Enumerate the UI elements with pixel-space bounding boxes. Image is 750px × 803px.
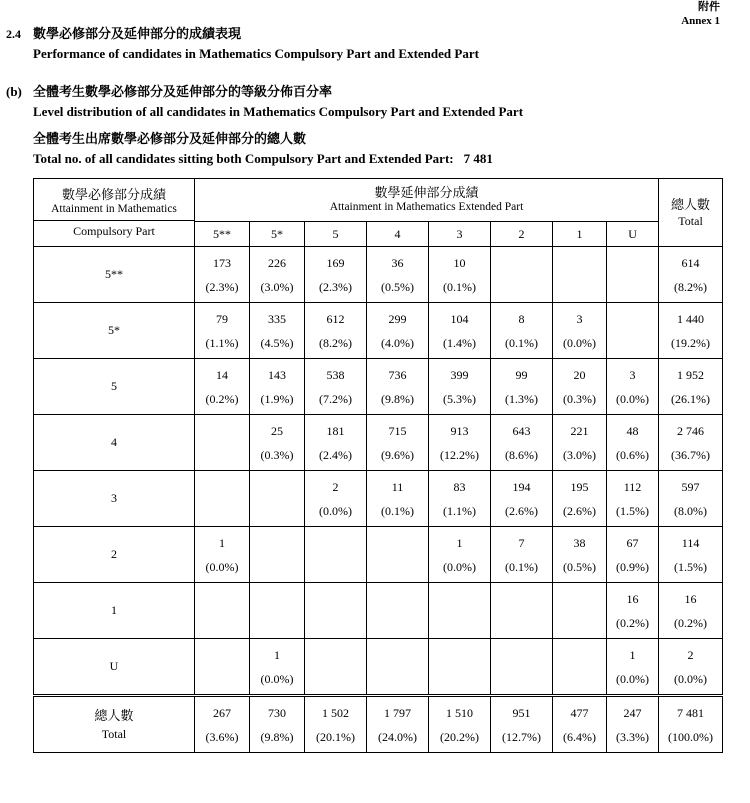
table-cell <box>553 415 607 471</box>
column-header: 5* <box>250 222 305 247</box>
cell-count: 3 <box>629 367 636 382</box>
cell-percentage: (3.0%) <box>260 279 294 294</box>
row-header-cell <box>34 179 195 247</box>
cell-count: 538 <box>326 367 345 382</box>
cell-percentage: (2.6%) <box>505 503 538 518</box>
table-cell <box>659 696 723 753</box>
column-header: 2 <box>491 222 553 247</box>
cell-count: 3 <box>576 311 583 326</box>
cell-count: 913 <box>450 423 469 438</box>
table-cell <box>367 527 429 583</box>
cell-count: 1 952 <box>677 367 705 382</box>
cell-percentage: (0.0%) <box>616 671 650 686</box>
table-cell <box>491 696 553 753</box>
table-cell <box>195 415 250 471</box>
cell-count: 112 <box>623 479 642 494</box>
table-cell <box>305 359 367 415</box>
cell-percentage: (5.3%) <box>443 391 476 406</box>
cell-percentage: (1.9%) <box>260 391 294 406</box>
table-cell <box>607 583 659 639</box>
table-cell <box>250 696 305 753</box>
table-cell <box>553 359 607 415</box>
cell-percentage: (0.3%) <box>563 391 596 406</box>
cell-count: 715 <box>388 423 407 438</box>
table-cell <box>553 247 607 303</box>
table-cell <box>195 527 250 583</box>
cell-percentage: (0.3%) <box>260 447 294 462</box>
table-cell <box>367 583 429 639</box>
cell-count: 614 <box>681 255 700 270</box>
row-header-zh: 數學必修部分成績 <box>61 186 166 202</box>
total-column-header-en: Total <box>678 213 703 228</box>
table-cell <box>659 527 723 583</box>
row-level-label: 5** <box>34 247 195 303</box>
annex-label-zh: 附件 <box>698 1 720 13</box>
cell-percentage: (9.6%) <box>381 447 414 462</box>
cell-count: 399 <box>450 367 469 382</box>
table-cell <box>429 527 491 583</box>
table-row <box>34 359 723 415</box>
cell-count: 16 <box>626 591 639 606</box>
total-column-header <box>659 179 723 247</box>
cell-count: 1 <box>629 647 636 662</box>
table-cell <box>195 247 250 303</box>
cell-percentage: (2.3%) <box>205 279 239 294</box>
table-cell <box>491 471 553 527</box>
table-cell <box>305 471 367 527</box>
cell-percentage: (0.0%) <box>674 671 708 686</box>
cell-count: 38 <box>573 535 586 550</box>
cell-percentage: (12.7%) <box>502 729 541 744</box>
table-cell <box>305 583 367 639</box>
cell-percentage: (1.1%) <box>205 335 239 350</box>
cell-percentage: (20.2%) <box>440 729 479 744</box>
total-column-header-zh: 總人數 <box>671 196 711 212</box>
table-cell <box>607 639 659 696</box>
table-row <box>34 639 723 696</box>
total-candidates-title-zh: 全體考生出席數學必修部分及延伸部分的總人數 <box>33 131 307 146</box>
cell-percentage: (7.2%) <box>319 391 352 406</box>
cell-percentage: (0.0%) <box>260 671 294 686</box>
table-cell <box>250 527 305 583</box>
cell-percentage: (26.1%) <box>671 391 711 406</box>
table-cell <box>553 471 607 527</box>
cell-count: 1 <box>274 647 280 662</box>
section-title-en: Performance of candidates in Mathematics Compulsory Part and Extended Part <box>33 46 479 61</box>
level-distribution-table <box>33 178 723 753</box>
cell-count: 2 <box>332 479 339 494</box>
table-cell <box>659 359 723 415</box>
cell-percentage: (0.6%) <box>616 447 650 462</box>
cell-percentage: (0.1%) <box>381 503 414 518</box>
table-cell <box>429 471 491 527</box>
table-cell <box>195 359 250 415</box>
table-cell <box>429 303 491 359</box>
row-level-label: 5* <box>34 303 195 359</box>
cell-percentage: (3.6%) <box>205 729 239 744</box>
table-cell <box>607 247 659 303</box>
table-cell <box>367 247 429 303</box>
cell-percentage: (2.3%) <box>319 279 352 294</box>
subsection-title-zh: 全體考生數學必修部分及延伸部分的等級分佈百分率 <box>33 84 333 99</box>
subsection-heading <box>6 81 523 120</box>
table-cell <box>553 303 607 359</box>
table-cell <box>250 583 305 639</box>
cell-percentage: (0.0%) <box>443 559 476 574</box>
table-cell <box>607 359 659 415</box>
cell-percentage: (0.0%) <box>563 335 596 350</box>
section-heading <box>6 23 479 62</box>
table-cell <box>607 471 659 527</box>
table-cell <box>195 303 250 359</box>
cell-count: 951 <box>512 705 531 720</box>
cell-count: 221 <box>570 423 589 438</box>
table-cell <box>250 359 305 415</box>
table-cell <box>607 527 659 583</box>
table-row <box>34 247 723 303</box>
cell-percentage: (9.8%) <box>260 729 294 744</box>
cell-percentage: (0.1%) <box>505 559 538 574</box>
table-row <box>34 471 723 527</box>
cell-percentage: (36.7%) <box>671 447 711 462</box>
cell-percentage: (3.3%) <box>616 729 650 744</box>
table-row <box>34 303 723 359</box>
cell-count: 612 <box>326 311 345 326</box>
cell-count: 67 <box>626 535 639 550</box>
table-cell <box>659 247 723 303</box>
cell-count: 730 <box>268 705 286 720</box>
section-title-zh: 數學必修部分及延伸部分的成績表現 <box>33 26 242 41</box>
cell-count: 1 440 <box>677 311 705 326</box>
cell-count: 10 <box>453 255 466 270</box>
cell-percentage: (1.4%) <box>443 335 476 350</box>
cell-count: 1 <box>456 535 463 550</box>
table-cell <box>429 639 491 696</box>
row-header-en-sub: Compulsory Part <box>33 220 195 239</box>
cell-percentage: (8.2%) <box>674 279 708 294</box>
table-cell <box>553 583 607 639</box>
table-cell <box>367 359 429 415</box>
cell-percentage: (1.5%) <box>674 559 708 574</box>
cell-count: 477 <box>570 705 589 720</box>
cell-percentage: (0.1%) <box>443 279 476 294</box>
cell-percentage: (3.0%) <box>563 447 596 462</box>
cell-count: 736 <box>388 367 407 382</box>
cell-count: 99 <box>515 367 528 382</box>
cell-percentage: (4.5%) <box>260 335 294 350</box>
cell-count: 247 <box>623 705 642 720</box>
total-candidates-heading <box>33 128 493 167</box>
table-cell <box>429 247 491 303</box>
table-cell <box>429 359 491 415</box>
table-cell <box>195 471 250 527</box>
cell-count: 181 <box>326 423 345 438</box>
table-cell <box>659 415 723 471</box>
cell-percentage: (2.6%) <box>563 503 596 518</box>
cell-count: 8 <box>518 311 525 326</box>
table-cell <box>250 303 305 359</box>
cell-percentage: (1.1%) <box>443 503 476 518</box>
cell-count: 2 746 <box>677 423 705 438</box>
cell-count: 2 <box>687 647 694 662</box>
totals-row <box>34 696 723 753</box>
cell-count: 20 <box>573 367 586 382</box>
cell-count: 14 <box>216 367 228 382</box>
column-group-header-en: Attainment in Mathematics Extended Part <box>329 201 524 213</box>
subsection-title-en: Level distribution of all candidates in Mathematics Compulsory Part and Extended Part <box>33 104 524 119</box>
table-cell <box>367 639 429 696</box>
cell-percentage: (100.0%) <box>668 729 714 744</box>
cell-percentage: (4.0%) <box>381 335 414 350</box>
table-cell <box>195 639 250 696</box>
table-cell <box>250 639 305 696</box>
table-cell <box>367 471 429 527</box>
table-cell <box>195 583 250 639</box>
table-cell <box>553 639 607 696</box>
row-header-en: Attainment in Mathematics <box>51 202 177 215</box>
table-row <box>34 415 723 471</box>
cell-count: 7 481 <box>677 705 705 720</box>
table-cell <box>491 639 553 696</box>
cell-count: 267 <box>213 705 231 720</box>
table-cell <box>429 583 491 639</box>
cell-count: 335 <box>268 311 286 326</box>
cell-count: 173 <box>213 255 231 270</box>
table-cell <box>607 303 659 359</box>
table-row <box>34 583 723 639</box>
cell-count: 104 <box>450 311 469 326</box>
column-header: 4 <box>367 222 429 247</box>
cell-percentage: (9.8%) <box>381 391 414 406</box>
cell-count: 25 <box>271 423 283 438</box>
table-cell <box>491 247 553 303</box>
table-cell <box>491 303 553 359</box>
table-cell <box>491 583 553 639</box>
cell-count: 299 <box>388 311 407 326</box>
table-cell <box>250 415 305 471</box>
cell-count: 194 <box>512 479 531 494</box>
table-cell <box>491 527 553 583</box>
cell-count: 11 <box>391 479 404 494</box>
cell-percentage: (0.9%) <box>616 559 650 574</box>
table-cell <box>553 527 607 583</box>
cell-percentage: (1.3%) <box>505 391 538 406</box>
cell-count: 114 <box>681 535 700 550</box>
cell-count: 643 <box>512 423 531 438</box>
table-cell <box>429 696 491 753</box>
table-cell <box>305 415 367 471</box>
table-cell <box>553 696 607 753</box>
column-header: 5** <box>195 222 250 247</box>
table-cell <box>305 303 367 359</box>
table-cell <box>305 639 367 696</box>
cell-count: 83 <box>453 479 466 494</box>
subsection-number: (b) <box>6 84 22 99</box>
cell-percentage: (8.0%) <box>674 503 708 518</box>
total-candidates-value: 7 481 <box>463 151 493 166</box>
table-cell <box>367 696 429 753</box>
cell-count: 1 <box>219 535 225 550</box>
cell-count: 1 797 <box>384 705 411 720</box>
cell-percentage: (12.2%) <box>440 447 479 462</box>
row-level-label: 2 <box>34 527 195 583</box>
table-cell <box>250 247 305 303</box>
annex-label-en: Annex 1 <box>681 15 720 27</box>
table-cell <box>659 583 723 639</box>
cell-percentage: (0.0%) <box>319 503 352 518</box>
cell-count: 79 <box>216 311 228 326</box>
table-cell <box>491 415 553 471</box>
table-cell <box>305 527 367 583</box>
cell-count: 48 <box>626 423 639 438</box>
totals-row-label-en: Total <box>101 726 127 741</box>
table-cell <box>659 471 723 527</box>
cell-percentage: (8.6%) <box>505 447 538 462</box>
table-cell <box>305 247 367 303</box>
column-header: U <box>607 222 659 247</box>
cell-percentage: (0.1%) <box>505 335 538 350</box>
cell-percentage: (19.2%) <box>671 335 711 350</box>
annex-label <box>681 0 720 28</box>
column-header: 1 <box>553 222 607 247</box>
cell-count: 7 <box>518 535 525 550</box>
cell-percentage: (0.2%) <box>616 615 650 630</box>
row-level-label: 4 <box>34 415 195 471</box>
cell-count: 195 <box>570 479 589 494</box>
column-header: 3 <box>429 222 491 247</box>
cell-percentage: (0.5%) <box>381 279 414 294</box>
cell-percentage: (20.1%) <box>316 729 355 744</box>
table-cell <box>659 303 723 359</box>
table-cell <box>367 415 429 471</box>
cell-percentage: (2.4%) <box>319 447 352 462</box>
cell-count: 597 <box>681 479 700 494</box>
cell-percentage: (6.4%) <box>563 729 596 744</box>
table-cell <box>250 471 305 527</box>
column-header: 5 <box>305 222 367 247</box>
row-level-label: 1 <box>34 583 195 639</box>
section-number: 2.4 <box>6 27 21 41</box>
row-level-label: 5 <box>34 359 195 415</box>
table-cell <box>607 696 659 753</box>
cell-count: 36 <box>391 255 404 270</box>
cell-percentage: (0.5%) <box>563 559 596 574</box>
table-cell <box>607 415 659 471</box>
table-cell <box>429 415 491 471</box>
cell-count: 16 <box>684 591 697 606</box>
table-cell <box>367 303 429 359</box>
cell-percentage: (0.2%) <box>674 615 708 630</box>
cell-count: 169 <box>326 255 345 270</box>
totals-row-label <box>34 696 195 753</box>
table-cell <box>195 696 250 753</box>
table-cell <box>305 696 367 753</box>
cell-count: 226 <box>268 255 286 270</box>
cell-percentage: (0.2%) <box>205 391 239 406</box>
row-level-label: U <box>34 639 195 696</box>
cell-percentage: (0.0%) <box>616 391 650 406</box>
column-group-header <box>195 179 659 222</box>
cell-percentage: (1.5%) <box>616 503 650 518</box>
cell-count: 143 <box>268 367 286 382</box>
cell-count: 1 502 <box>322 705 349 720</box>
table-row <box>34 527 723 583</box>
column-group-header-zh: 數學延伸部分成績 <box>374 185 479 200</box>
row-level-label: 3 <box>34 471 195 527</box>
cell-percentage: (24.0%) <box>378 729 417 744</box>
total-candidates-title-en: Total no. of all candidates sitting both Compulsory Part and Extended Part: <box>33 151 454 166</box>
totals-row-label-zh: 總人數 <box>94 707 134 723</box>
cell-percentage: (8.2%) <box>319 335 352 350</box>
cell-percentage: (0.0%) <box>205 559 239 574</box>
table-cell <box>491 359 553 415</box>
cell-count: 1 510 <box>446 705 473 720</box>
table-cell <box>659 639 723 696</box>
